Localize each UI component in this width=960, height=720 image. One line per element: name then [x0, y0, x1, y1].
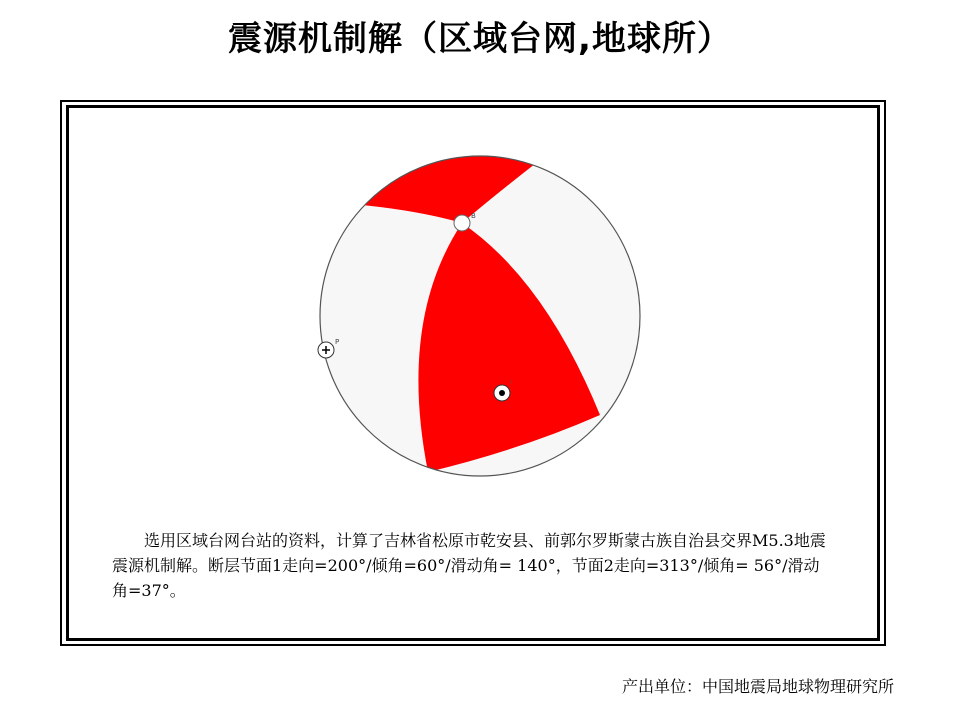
description-text: 选用区域台网台站的资料，计算了吉林省松原市乾安县、前郭尔罗斯蒙古族自治县交界M5.3地震震源机制解。断层节面1走向=200°/倾角=60°/滑动角= 140°，节面2走向=313°/倾角= 56°/滑动角=37°。 — [112, 531, 826, 600]
t-axis-label: T — [510, 380, 513, 385]
mechanism-description — [112, 528, 832, 603]
focal-mechanism-beachball — [300, 150, 660, 490]
producer-credit: 产出单位：中国地震局地球物理研究所 — [621, 677, 894, 696]
p-axis-label: P — [335, 338, 340, 346]
b-axis-label: B — [471, 212, 476, 220]
page-title: 震源机制解（区域台网,地球所） — [228, 19, 732, 59]
